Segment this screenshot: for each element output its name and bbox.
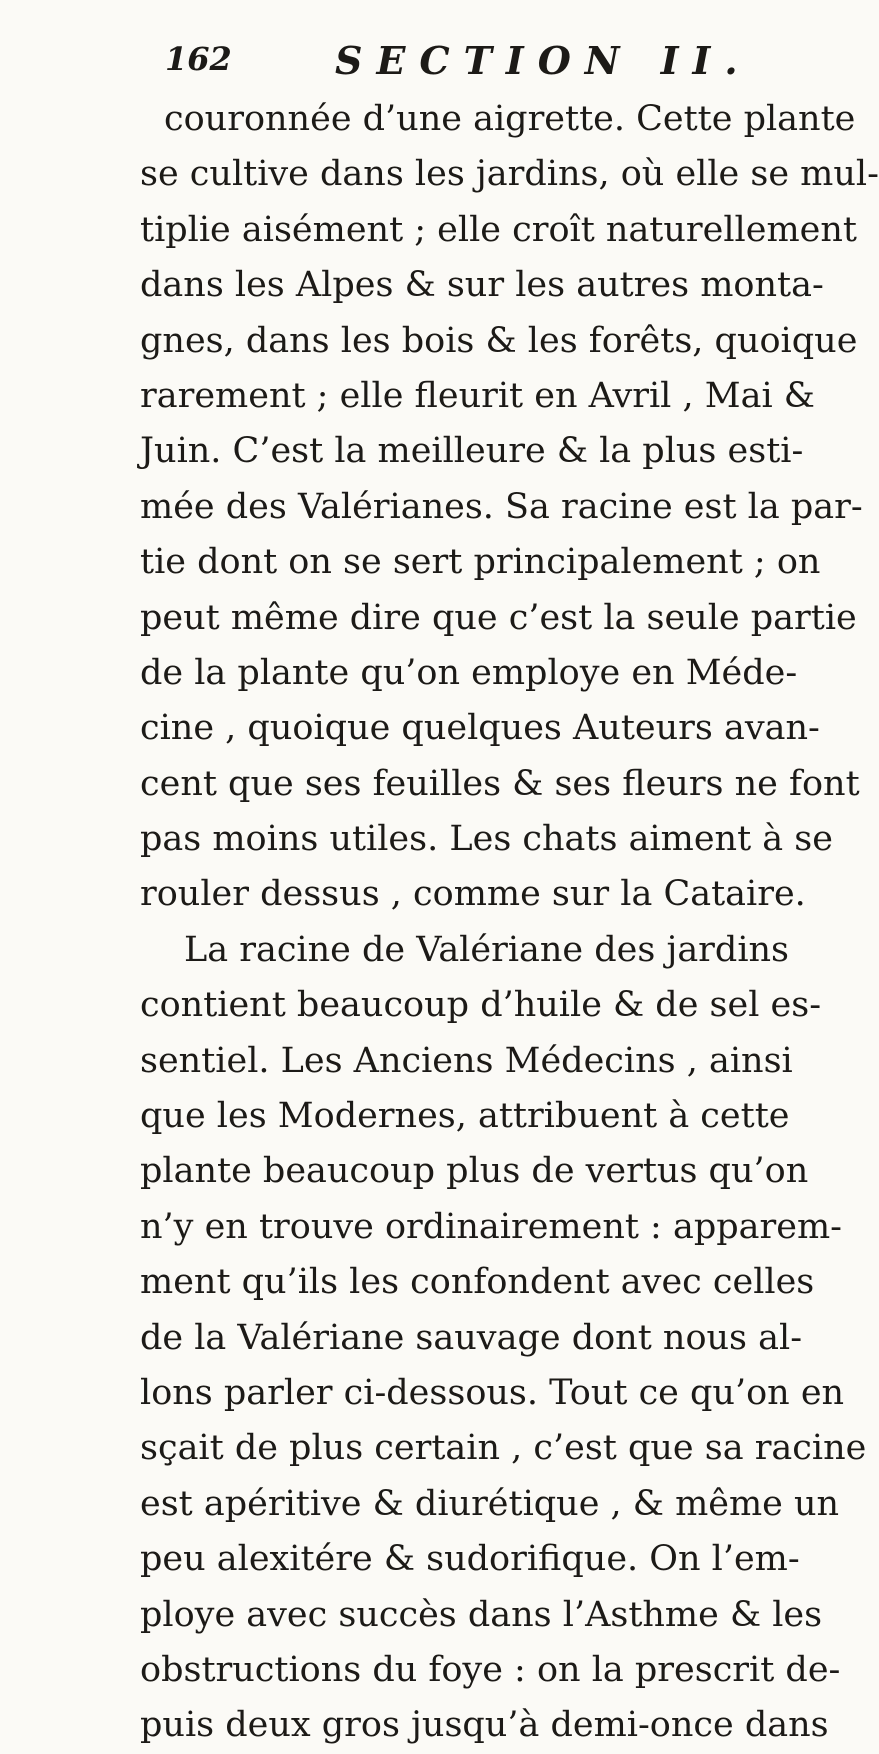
text-line: peu alexitére & sudorifique. On l’em-: [140, 1539, 800, 1580]
text-line: contient beaucoup d’huile & de sel es-: [140, 985, 822, 1026]
body-text: [140, 92, 879, 1754]
text-line: obstructions du foye : on la prescrit de-: [140, 1649, 841, 1690]
text-line: ploye avec succès dans l’Asthme & les: [140, 1594, 823, 1635]
text-line: dans les Alpes & sur les autres monta-: [140, 265, 824, 306]
text-line: cine , quoique quelques Auteurs avan-: [140, 708, 820, 749]
text-line: rarement ; elle fleurit en Avril , Mai &: [140, 375, 815, 416]
text-line: cent que ses feuilles & ses fleurs ne font: [140, 763, 860, 804]
page-header: [165, 38, 785, 82]
text-line: peut même dire que c’est la seule partie: [140, 597, 857, 638]
text-line: tie dont on se sert principalement ; on: [140, 542, 821, 583]
text-line: ment qu’ils les confondent avec celles: [140, 1262, 815, 1303]
text-line: mée des Valérianes. Sa racine est la par-: [140, 486, 863, 527]
text-line: Juin. C’est la meilleure & la plus esti-: [140, 431, 804, 472]
text-line: de la plante qu’on employe en Méde-: [140, 652, 798, 693]
text-line: pas moins utiles. Les chats aiment à se: [140, 819, 833, 860]
text-line: n’y en trouve ordinairement : apparem-: [140, 1206, 842, 1247]
text-line: gnes, dans les bois & les forêts, quoique: [140, 320, 858, 361]
text-line: tiplie aisément ; elle croît naturellement: [140, 209, 857, 250]
text-line: de la Valériane sauvage dont nous al-: [140, 1317, 803, 1358]
text-line: est apéritive & diurétique , & même un: [140, 1483, 840, 1524]
text-line: sentiel. Les Anciens Médecins , ainsi: [140, 1040, 793, 1081]
text-line: lons parler ci-dessous. Tout ce qu’on en: [140, 1372, 845, 1413]
text-line: sçait de plus certain , c’est que sa racine: [140, 1428, 867, 1469]
text-line: puis deux gros jusqu’à demi-once dans: [140, 1705, 829, 1746]
text-line: se cultive dans les jardins, où elle se mul-: [140, 154, 879, 195]
running-title: SECTION II.: [335, 38, 752, 83]
text-line: couronnée d’une aigrette. Cette plante: [164, 99, 856, 139]
text-line: plante beaucoup plus de vertus qu’on: [140, 1151, 809, 1192]
page-number: 162: [165, 40, 232, 78]
paragraph-start-line: La racine de Valériane des jardins: [184, 929, 790, 970]
text-line: que les Modernes, attribuent à cette: [140, 1096, 790, 1137]
text-line: rouler dessus , comme sur la Cataire.: [140, 874, 806, 915]
